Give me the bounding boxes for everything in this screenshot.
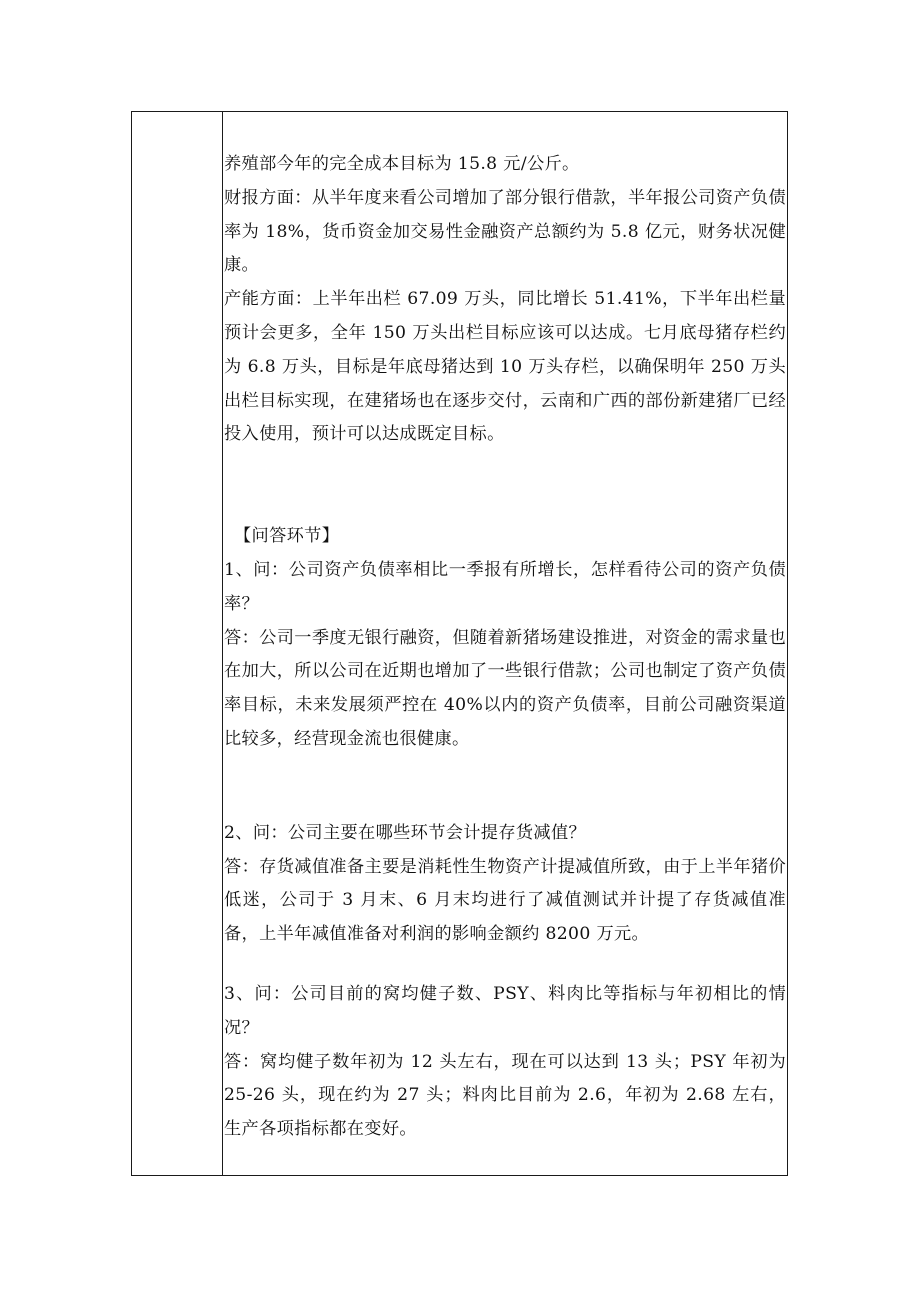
financial-report-paragraph: 财报方面：从半年度来看公司增加了部分银行借款，半年报公司资产负债率为 18%，货币资金加交易性金融资产总额约为 5.8 亿元，财务状况健康。	[224, 187, 786, 276]
qa-answer-2: 答：存货减值准备主要是消耗性生物资产计提减值所致，由于上半年猪价低迷，公司于 3 月末、6 月末均进行了减值测试并计提了存货减值准备，上半年减值准备对利润的影响金额约 8200 万元。	[224, 856, 786, 945]
column-divider	[222, 112, 223, 1175]
content-cell	[224, 148, 792, 1147]
qa-answer-3: 答：窝均健子数年初为 12 头左右，现在可以达到 13 头；PSY 年初为 25-26 头，现在约为 27 头；料肉比目前为 2.6，年初为 2.68 左右，生产各项指标都在变好。	[224, 1051, 792, 1140]
qa-question-3: 3、问：公司目前的窝均健子数、PSY、料肉比等指标与年初相比的情况？	[224, 983, 786, 1038]
qa-answer-1: 答：公司一季度无银行融资，但随着新猪场建设推进，对资金的需求量也在加大，所以公司在近期也增加了一些银行借款；公司也制定了资产负债率目标，未来发展须严控在 40%以内的资产负债率，目前公司融资渠道比较多，经营现金流也很健康。	[224, 627, 786, 749]
spacer	[224, 952, 786, 978]
qa-section-heading: 【问答环节】	[234, 526, 340, 547]
spacer	[224, 452, 786, 520]
capacity-paragraph: 产能方面：上半年出栏 67.09 万头，同比增长 51.41%，下半年出栏量预计会更多，全年 150 万头出栏目标应该可以达成。七月底母猪存栏约为 6.8 万头，目标是年底母猪达到 10 万头存栏，以确保明年 250 万头出栏目标实现，在建猪场也在逐步交付，云南和广西的部份新建猪厂已经投入使用，预计可以达成既定目标。	[224, 289, 786, 445]
cost-target-paragraph: 养殖部今年的完全成本目标为 15.8 元/公斤。	[224, 154, 580, 174]
qa-question-2: 2、问：公司主要在哪些环节会计提存货减值？	[224, 822, 587, 843]
qa-question-1: 1、问：公司资产负债率相比一季报有所增长，怎样看待公司的资产负债率？	[224, 559, 786, 614]
record-table	[131, 111, 792, 1176]
spacer	[224, 757, 786, 817]
